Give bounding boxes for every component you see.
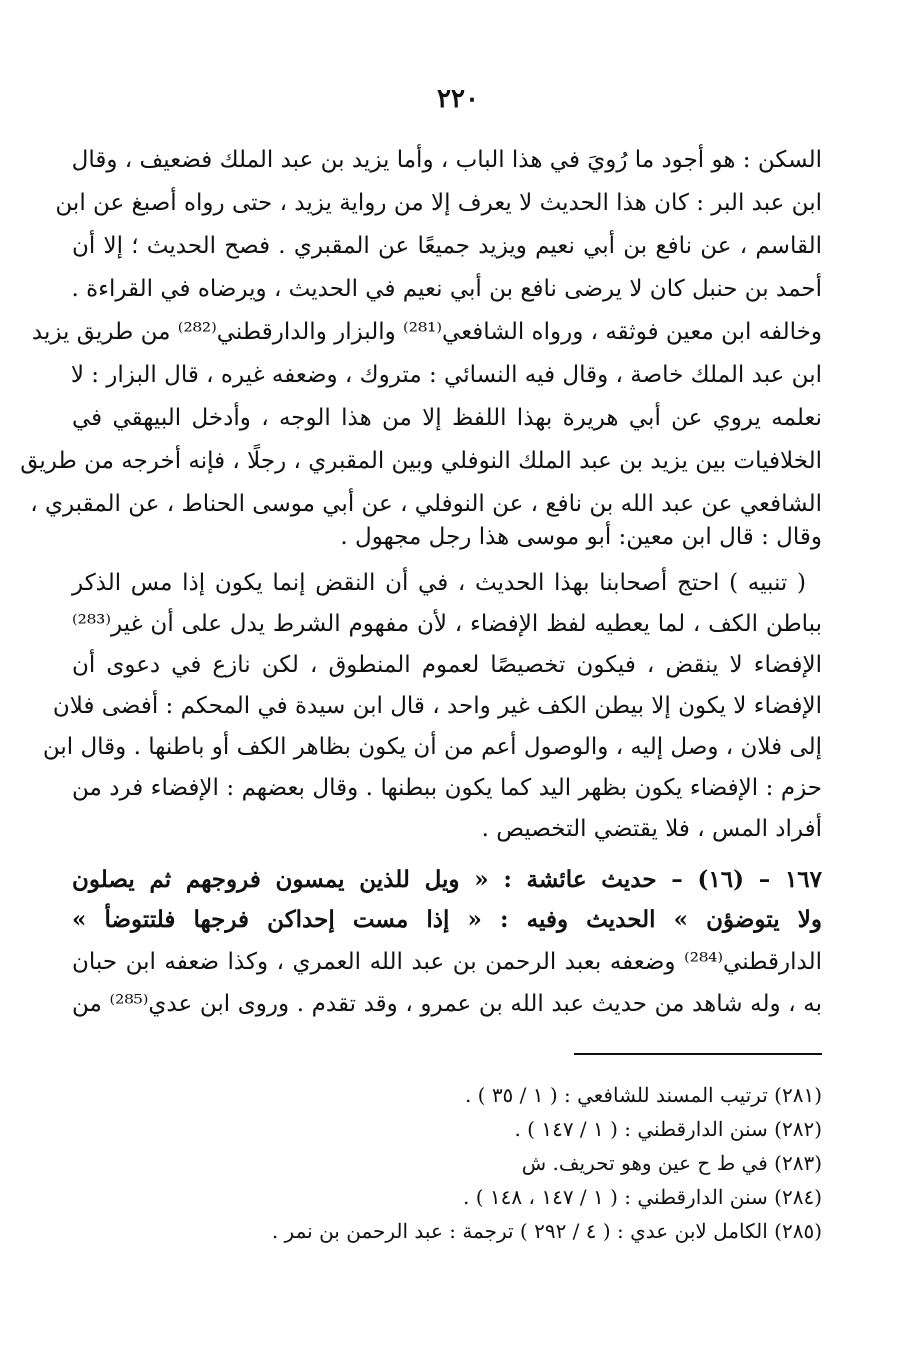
paragraph-line: ابن عبد الملك خاصة ، وقال فيه النسائي : متروك ، وضعفه غيره ، قال البزار : لا (70, 362, 822, 388)
paragraph-line: الإفضاء لا يكون إلا بيطن الكف غير واحد ، قال ابن سيدة في المحكم : أفضى فلان (52, 693, 822, 719)
paragraph-line: القاسم ، عن نافع بن أبي نعيم ويزيد جميعًا عن المقبري . فصح الحديث ؛ إلا أن (72, 233, 822, 259)
footnote-separator (574, 1053, 822, 1055)
paragraph-line: الخلافيات بين يزيد بن عبد الملك النوفلي وبين المقبري ، رجلًا ، فإنه أخرجه من طريق (20, 448, 822, 474)
paragraph-line: السكن : هو أجود ما رُويَ في هذا الباب ، وأما يزيد بن عبد الملك فضعيف ، وقال (71, 147, 822, 173)
footnote: (٢٨٤) سنن الدارقطني : ( ١ / ١٤٧ ، ١٤٨ ) . (463, 1185, 822, 1209)
paragraph-line: وخالفه ابن معين فوثقه ، ورواه الشافعي⁽²⁸¹⁾ والبزار والدارقطني⁽²⁸²⁾ من طريق يزيد (31, 319, 822, 345)
hadith-heading-line: ١٦٧ – (١٦) – حديث عائشة : « ويل للذين يمسون فروجهم ثم يصلون (72, 866, 822, 893)
paragraph-line: الشافعي عن عبد الله بن نافع ، عن النوفلي ، عن أبي موسى الحناط ، عن المقبري ، (30, 491, 822, 517)
paragraph-line: بباطن الكف ، لما يعطيه لفظ الإفضاء ، لأن مفهوم الشرط يدل على أن غير⁽²⁸³⁾ (72, 611, 822, 637)
paragraph-line: الإفضاء لا ينقض ، فيكون تخصيصًا لعموم المنطوق ، لكن نازع في دعوى أن (72, 652, 822, 678)
footnote: (٢٨٣) في ط ح عين وهو تحريف. ش (521, 1151, 822, 1175)
footnote: (٢٨٥) الكامل لابن عدي : ( ٤ / ٢٩٢ ) ترجمة : عبد الرحمن بن نمر . (271, 1219, 822, 1243)
paragraph-line: أفراد المس ، فلا يقتضي التخصيص . (481, 816, 822, 842)
page-number: ٢٢٠ (437, 84, 479, 114)
paragraph-line: إلى فلان ، وصل إليه ، والوصول أعم من أن يكون بظاهر الكف أو باطنها . وقال ابن (42, 734, 822, 760)
footnote: (٢٨١) ترتيب المسند للشافعي : ( ١ / ٣٥ ) . (464, 1083, 822, 1107)
paragraph-line: أحمد بن حنبل كان لا يرضى نافع بن أبي نعيم في الحديث ، ويرضاه في القراءة . (71, 276, 822, 302)
paragraph-line: الدارقطني⁽²⁸⁴⁾ وضعفه بعبد الرحمن بن عبد الله العمري ، وكذا ضعفه ابن حبان (72, 949, 822, 975)
paragraph-line: نعلمه يروي عن أبي هريرة بهذا اللفظ إلا من هذا الوجه ، وأدخل البيهقي في (72, 405, 822, 431)
paragraph-line: وقال : قال ابن معين: أبو موسى هذا رجل مجهول . (340, 524, 822, 550)
paragraph-line: ( تنبيه ) احتج أصحابنا بهذا الحديث ، في أن النقض إنما يكون إذا مس الذكر (72, 570, 806, 596)
footnote: (٢٨٢) سنن الدارقطني : ( ١ / ١٤٧ ) . (514, 1117, 822, 1141)
hadith-heading-line: ولا يتوضؤن » الحديث وفيه : « إذا مست إحداكن فرجها فلتتوضأ » (72, 906, 822, 933)
paragraph-line: حزم : الإفضاء يكون بظهر اليد كما يكون ببطنها . وقال بعضهم : الإفضاء فرد من (72, 775, 822, 801)
paragraph-line: به ، وله شاهد من حديث عبد الله بن عمرو ، وقد تقدم . وروى ابن عدي⁽²⁸⁵⁾ من (72, 991, 822, 1017)
paragraph-line: ابن عبد البر : كان هذا الحديث لا يعرف إلا من رواية يزيد ، حتى رواه أصبغ عن ابن (55, 190, 822, 216)
